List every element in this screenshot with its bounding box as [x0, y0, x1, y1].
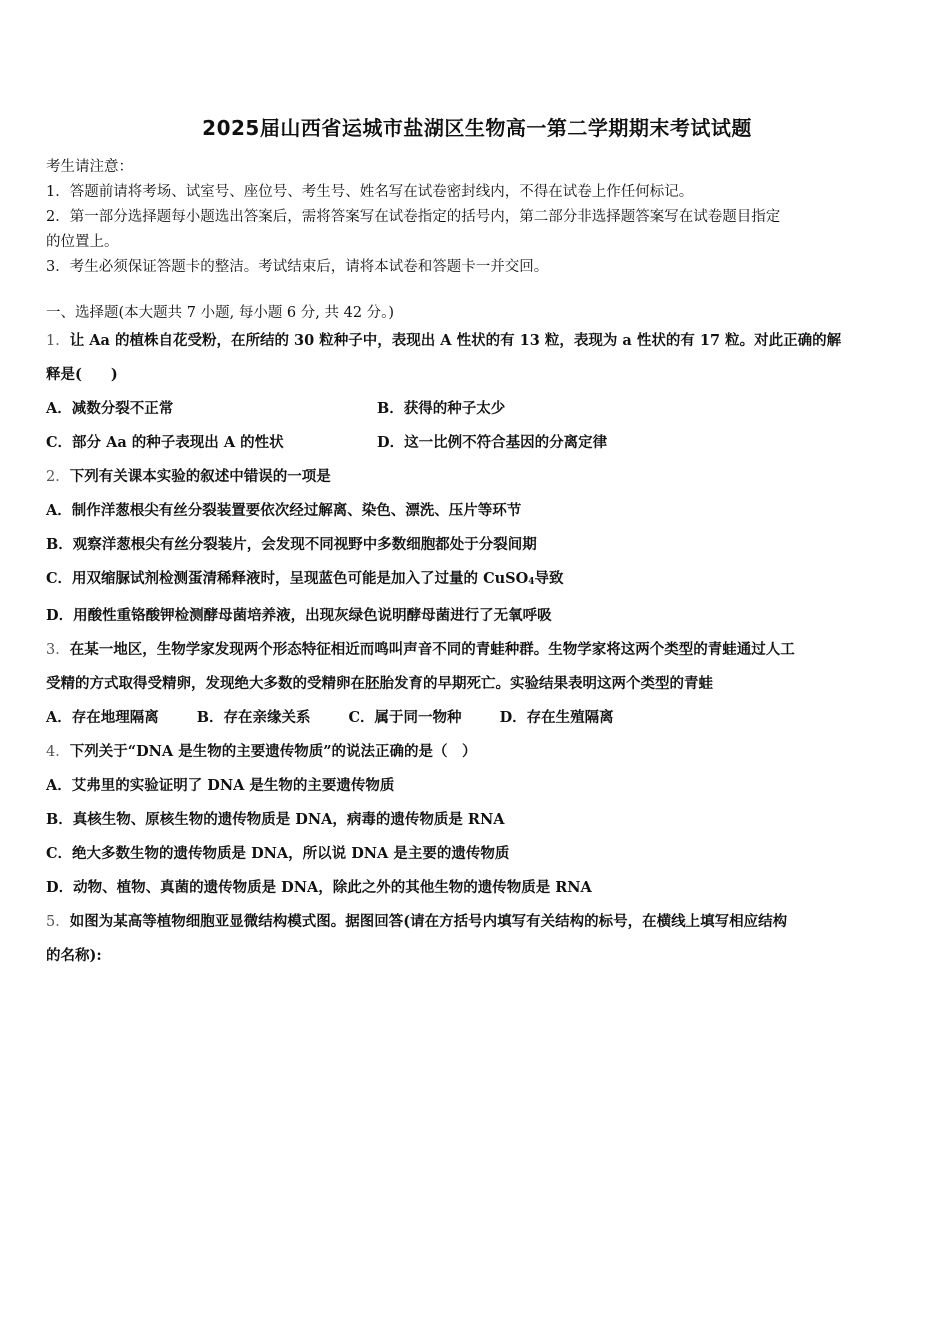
- notice-item: 1．答题前请将考场、试室号、座位号、考生号、姓名写在试卷密封线内，不得在试卷上作任何标记。: [46, 184, 694, 200]
- option-b[interactable]: B．观察洋葱根尖有丝分裂装片，会发现不同视野中多数细胞都处于分裂间期: [46, 536, 537, 553]
- option-row: [46, 392, 908, 426]
- notice-item: 的位置上。: [46, 234, 119, 250]
- question-stem: 1．让 Aa 的植株自花受粉，在所结的 30 粒种子中，表现出 A 性状的有 13 粒，表现为 a 性状的有 17 粒。对此正确的解: [46, 332, 842, 349]
- option-d[interactable]: D．用酸性重铬酸钾检测酵母菌培养液，出现灰绿色说明酵母菌进行了无氧呼吸: [46, 607, 552, 624]
- exam-page: [46, 112, 908, 973]
- question-2: [46, 460, 908, 633]
- section-heading: 一、选择题(本大题共 7 小题, 每小题 6 分, 共 42 分。): [46, 305, 395, 321]
- option-a[interactable]: A．存在地理隔离: [46, 709, 159, 726]
- notice-item: 2．第一部分选择题每小题选出答案后，需将答案写在试卷指定的括号内，第二部分非选择题答案写在试卷题目指定: [46, 209, 781, 225]
- option-row: [46, 426, 908, 460]
- question-5: [46, 905, 908, 973]
- question-number: 5．: [46, 914, 70, 930]
- option-b[interactable]: B．真核生物、原核生物的遗传物质是 DNA，病毒的遗传物质是 RNA: [46, 811, 505, 828]
- question-stem: 3．在某一地区，生物学家发现两个形态特征相近而鸣叫声音不同的青蛙种群。生物学家将这两个类型的青蛙通过人工: [46, 641, 795, 658]
- question-stem: 4．下列关于“DNA 是生物的主要遗传物质”的说法正确的是（ ）: [46, 743, 477, 760]
- question-number: 4．: [46, 744, 70, 760]
- question-stem-cont: 受精的方式取得受精卵，发现绝大多数的受精卵在胚胎发育的早期死亡。实验结果表明这两个类型的青蛙: [46, 675, 713, 692]
- option-c[interactable]: C．部分 Aa 的种子表现出 A 的性状: [46, 434, 284, 451]
- option-c[interactable]: C．属于同一物种: [348, 709, 462, 726]
- option-c[interactable]: C．用双缩脲试剂检测蛋清稀释液时，呈现蓝色可能是加入了过量的 CuSO$_4$导致: [46, 570, 564, 587]
- exam-title: 2025届山西省运城市盐湖区生物高一第二学期期末考试试题: [202, 116, 752, 140]
- question-number: 2．: [46, 469, 70, 485]
- option-d[interactable]: D．动物、植物、真菌的遗传物质是 DNA，除此之外的其他生物的遗传物质是 RNA: [46, 879, 592, 896]
- subscript: 4: [528, 577, 535, 587]
- question-stem: 5．如图为某高等植物细胞亚显微结构模式图。据图回答(请在方括号内填写有关结构的标号，在横线上填写相应结构: [46, 913, 788, 930]
- notice-heading: 考生请注意：: [46, 159, 133, 175]
- option-a[interactable]: A．制作洋葱根尖有丝分裂装置要依次经过解离、染色、漂洗、压片等环节: [46, 502, 522, 519]
- option-d[interactable]: D．这一比例不符合基因的分离定律: [377, 434, 608, 451]
- option-b[interactable]: B．获得的种子太少: [377, 400, 506, 417]
- notice-item: 3．考生必须保证答题卡的整洁。考试结束后，请将本试卷和答题卡一并交回。: [46, 259, 549, 275]
- question-stem-cont: 的名称):: [46, 947, 102, 964]
- notice-block: [46, 155, 908, 280]
- option-b[interactable]: B．存在亲缘关系: [196, 709, 311, 726]
- option-a[interactable]: A．艾弗里的实验证明了 DNA 是生物的主要遗传物质: [46, 777, 395, 794]
- question-1: [46, 324, 908, 460]
- question-3: [46, 633, 908, 735]
- option-a[interactable]: A．减数分裂不正常: [46, 400, 174, 417]
- question-number: 1．: [46, 333, 70, 349]
- question-4: [46, 735, 908, 905]
- question-stem: 2．下列有关课本实验的叙述中错误的一项是: [46, 468, 331, 485]
- question-number: 3．: [46, 642, 70, 658]
- option-c[interactable]: C．绝大多数生物的遗传物质是 DNA，所以说 DNA 是主要的遗传物质: [46, 845, 510, 862]
- option-row: [46, 701, 908, 735]
- option-d[interactable]: D．存在生殖隔离: [499, 709, 614, 726]
- question-stem-cont: 释是( ): [46, 366, 118, 383]
